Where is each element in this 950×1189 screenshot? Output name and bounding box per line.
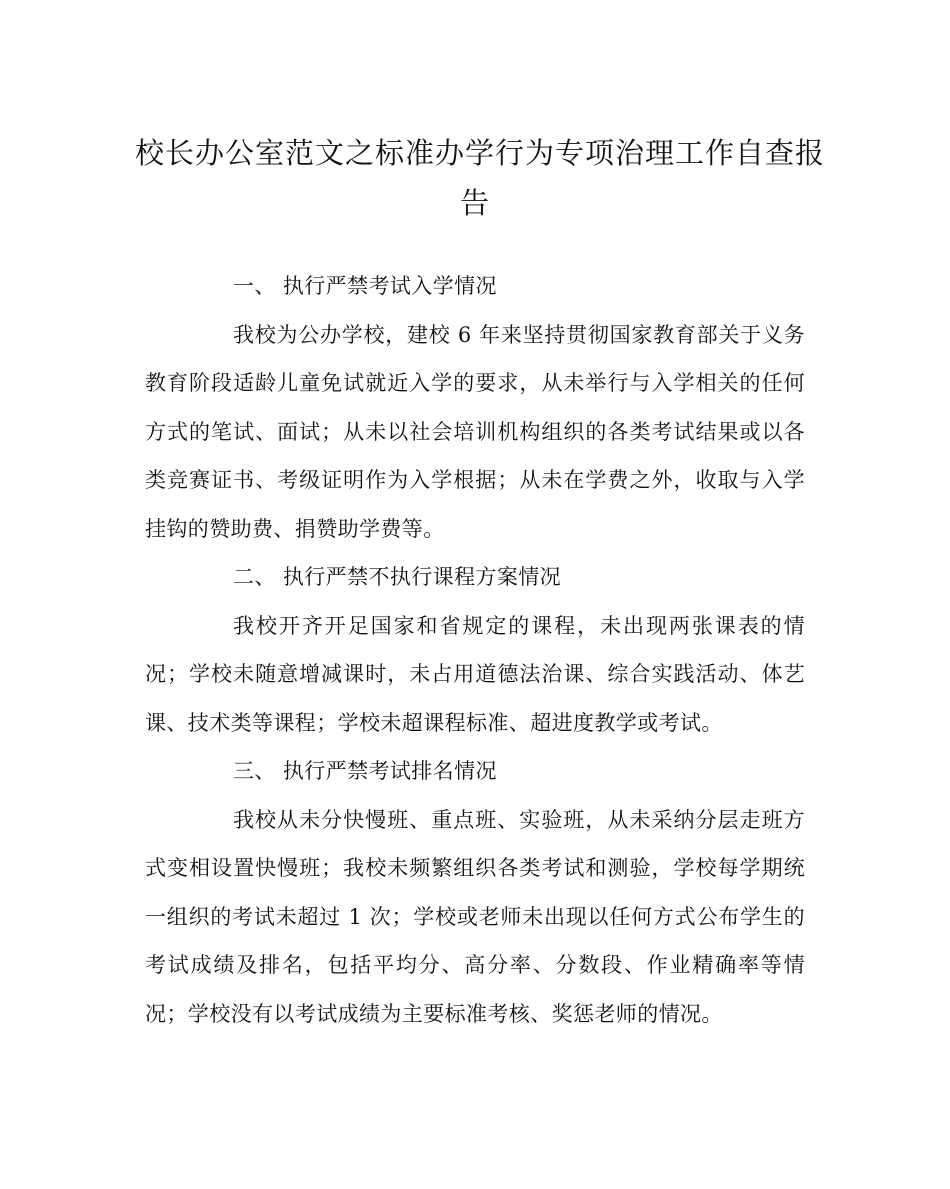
section-paragraph-1: 我校为公办学校，建校 6 年来坚持贯彻国家教育部关于义务教育阶段适龄儿童免试就近入学的要求，从未举行与入学相关的任何方式的笔试、面试；从未以社会培训机构组织的各类考试结果或以各类竞赛证书、考级证明作为入学根据；从未在学费之外，收取与入学挂钩的赞助费、捐赞助学费等。: [145, 322, 805, 541]
title-line-2: 告: [459, 186, 490, 220]
document-body: [145, 262, 805, 1038]
section-paragraph-2: 我校开齐开足国家和省规定的课程，未出现两张课表的情况；学校未随意增减课时，未占用道德法治课、综合实践活动、体艺课、技术类等课程；学校未超课程标准、超进度教学或考试。: [145, 613, 805, 735]
title-line-1: 校长办公室范文之标准办学行为专项治理工作自查报: [135, 136, 826, 170]
section-heading-2: 二、 执行严禁不执行课程方案情况: [233, 565, 562, 589]
section-paragraph-3: 我校从未分快慢班、重点班、实验班，从未采纳分层走班方式变相设置快慢班；我校未频繁组织各类考试和测验，学校每学期统一组织的考试未超过 1 次；学校或老师未出现以任何方式公布学生的考试成绩及排名，包括平均分、高分率、分数段、作业精确率等情况；学校没有以考试成绩为主要标准考核、奖惩老师的情况。: [145, 807, 805, 1026]
document-title: [135, 128, 826, 228]
section-heading-1: 一、 执行严禁考试入学情况: [233, 274, 497, 298]
section-heading-3: 三、 执行严禁考试排名情况: [233, 759, 497, 783]
